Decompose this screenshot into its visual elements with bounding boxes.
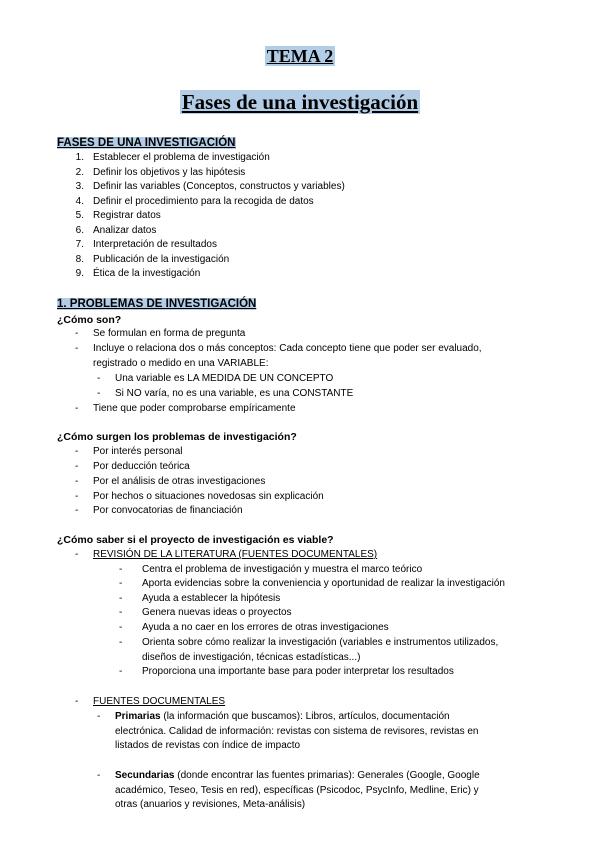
secundarias-line: otras (anuarios y revisiones, Meta-análisis) bbox=[115, 799, 306, 810]
revision-literatura-label: REVISIÓN DE LA LITERATURA (FUENTES DOCUMENTALES) bbox=[93, 549, 378, 560]
secundarias-line: académico, Teseo, Tesis en red), específicas (Psicodoc, PsycInfo, Medline, Eric) y bbox=[115, 785, 479, 796]
list-item: Una variable es LA MEDIDA DE UN CONCEPTO bbox=[115, 373, 334, 384]
list-item: Centra el problema de investigación y muestra el marco teórico bbox=[142, 564, 423, 575]
primarias-line: Primarias (la información que buscamos): Libros, artículos, documentación bbox=[115, 711, 450, 722]
list-item: Orienta sobre cómo realizar la investigación (variables e instrumentos utilizados, bbox=[142, 637, 499, 648]
list-item: Por hechos o situaciones novedosas sin explicación bbox=[93, 491, 324, 502]
question-como-saber: ¿Cómo saber si el proyecto de investigación es viable? bbox=[57, 534, 334, 546]
list-item: Por convocatorias de financiación bbox=[93, 505, 243, 516]
primarias-label: Primarias bbox=[115, 711, 161, 722]
list-item: Genera nuevas ideas o proyectos bbox=[142, 607, 292, 618]
list-item-continuation: registrado o medido en una VARIABLE: bbox=[93, 358, 269, 369]
list-item: Si NO varía, no es una variable, es una CONSTANTE bbox=[115, 388, 354, 399]
primarias-line: electrónica. Calidad de información: revistas con sistema de revisores, revistas en bbox=[115, 726, 479, 737]
secundarias-label: Secundarias bbox=[115, 770, 175, 781]
list-item: Por el análisis de otras investigaciones bbox=[93, 476, 266, 487]
list-item: Definir las variables (Conceptos, constructos y variables) bbox=[93, 181, 345, 192]
list-item: Por deducción teórica bbox=[93, 461, 190, 472]
document-page: TEMA 2 Fases de una investigación FASES DE UNA INVESTIGACIÓN 1. Establecer el problema de investigación 2. Definir los objetivos y las hipótesis 3. Definir las variables (Conceptos, constructos y variables) 4. Definir el procedimiento para la recogida de datos 5. Registrar datos 6. Analizar datos 7. Interpretación de resultados 8. Publicación de la investigación 9. Ética de la investigación 1. PROBLEMAS DE INVESTIGACIÓN ¿Cómo son? - Se formulan en forma de pregunta - Incluye o relaciona dos o más conceptos: Cada concepto tiene que poder ser evaluado, registrado o medido en una VARIABLE: - Una variable es LA MEDIDA DE UN CONCEPTO - Si NO varía, no es una variable, es una CONSTANTE - Tiene que poder comprobarse empíricamente ¿Cómo surgen los problemas de investigación? - Por interés personal - Por deducción teórica - Por el análisis de otras investigaciones - Por hechos o situaciones novedosas sin explicación - Por convocatorias de financiación ¿Cómo saber si el proyecto de investigación es viable? - REVISIÓN DE LA LITERATURA (FUENTES DOCUMENTALES) - Centra el problema de investigación y muestra el marco teórico - Aporta evidencias sobre la conveniencia y oportunidad de realizar la investigación - Ayuda a establecer la hipótesis - Genera nuevas ideas o proyectos - Ayuda a no caer en los errores de otras investigaciones - Orienta sobre cómo realizar la investigación (variables e instrumentos utilizados, diseños de investigación, técnicas estadísticas...) - Proporciona una importante base para poder interpretar los resultados - FUENTES DOCUMENTALES - Primarias (la información que buscamos): Libros, artículos, documentación electrónica. Calidad de información: revistas con sistema de revisores, revistas en listados de revistas con índice de impacto - Secundarias (donde encontrar las fuentes primarias): Generales (Google, Google académico, Teseo, Tesis en red), específicas (Psicodoc, PsycInfo, Medline, Eric) y otras (anuarios y revisiones, Meta-análisis) bbox=[0, 0, 600, 848]
list-item: Publicación de la investigación bbox=[93, 253, 230, 265]
list-item: Interpretación de resultados bbox=[93, 239, 217, 250]
list-item: Ayuda a establecer la hipótesis bbox=[142, 593, 281, 604]
list-item: Aporta evidencias sobre la conveniencia y oportunidad de realizar la investigación bbox=[142, 578, 505, 589]
section-heading-problemas: 1. PROBLEMAS DE INVESTIGACIÓN bbox=[57, 298, 257, 310]
list-item: Establecer el problema de investigación bbox=[93, 152, 270, 163]
page-title: TEMA 2 bbox=[266, 46, 334, 66]
secundarias-line: Secundarias (donde encontrar las fuentes primarias): Generales (Google, Google bbox=[115, 770, 480, 781]
list-item: Analizar datos bbox=[93, 224, 157, 236]
list-item: Por interés personal bbox=[93, 446, 183, 457]
list-item: Se formulan en forma de pregunta bbox=[93, 328, 246, 339]
list-item: Tiene que poder comprobarse empíricamente bbox=[93, 403, 296, 414]
list-item: Incluye o relaciona dos o más conceptos: Cada concepto tiene que poder ser evaluado, bbox=[93, 343, 482, 354]
list-item: Definir el procedimiento para la recogida de datos bbox=[93, 195, 314, 207]
list-item: Definir los objetivos y las hipótesis bbox=[93, 166, 246, 178]
list-item-continuation: diseños de investigación, técnicas estadísticas...) bbox=[142, 652, 361, 663]
list-item: Proporciona una importante base para poder interpretar los resultados bbox=[142, 666, 454, 677]
question-como-son: ¿Cómo son? bbox=[57, 314, 122, 326]
list-item: Ética de la investigación bbox=[93, 268, 201, 279]
primarias-line: listados de revistas con índice de impacto bbox=[115, 740, 301, 751]
section-heading-fases: FASES DE UNA INVESTIGACIÓN bbox=[57, 137, 236, 149]
page-subtitle: Fases de una investigación bbox=[181, 90, 419, 114]
question-como-surgen: ¿Cómo surgen los problemas de investigación? bbox=[57, 431, 297, 443]
fuentes-documentales-label: FUENTES DOCUMENTALES bbox=[93, 696, 226, 707]
list-item: Registrar datos bbox=[93, 210, 161, 221]
list-item: Ayuda a no caer en los errores de otras investigaciones bbox=[142, 622, 389, 633]
